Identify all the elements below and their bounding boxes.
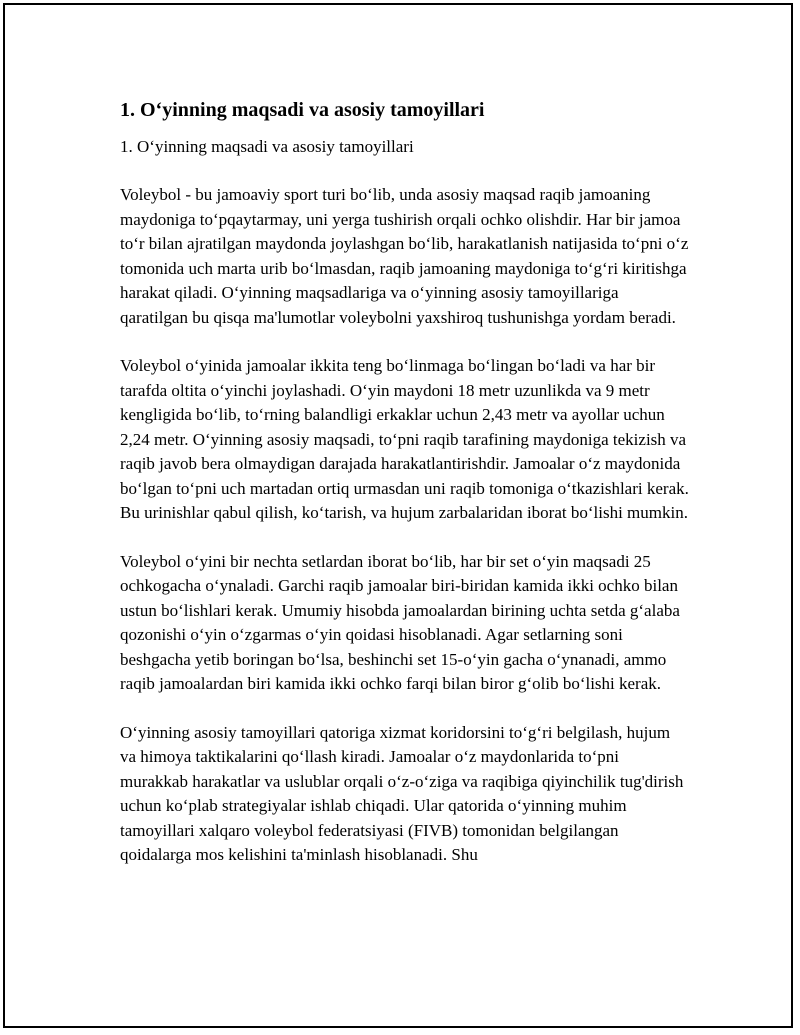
paragraph-3: Voleybol o‘yini bir nechta setlardan iborat bo‘lib, har bir set o‘yin maqsadi 25 ochkogacha o‘ynaladi. Garchi raqib jamoalar biri-biridan kamida ikki ochko bilan ustun bo‘lishlari kerak. Umumiy hisobda jamoalardan birining uchta setda g‘alaba qozonishi o‘yin o‘zgarmas o‘yin qoidasi hisoblanadi. Agar setlarning soni beshgacha yetib boringan bo‘lsa, beshinchi set 15-o‘yin gacha o‘ynanadi, ammo raqib jamoalardan biri kamida ikki ochko farqi bilan biror g‘olib bo‘lishi kerak. xyxy=(120,551,680,693)
page-frame xyxy=(3,3,793,1028)
paragraph-1: Voleybol - bu jamoaviy sport turi bo‘lib, unda asosiy maqsad raqib jamoaning maydoniga to‘pqaytarmay, uni yerga tushirish orqali ochko olishdir. Har bir jamoa to‘r bilan ajratilgan maydonda joylashgan bo‘lib, harakatlanish natijasida to‘pni o‘z tomonida uch marta urib bo‘lmasdan, raqib jamoaning maydoniga to‘g‘ri kiritishga harakat qiladi. O‘yinning maqsadlariga va o‘yinning asosiy tamoyillariga qaratilgan bu qisqa ma'lumotlar voleybolni yaxshiroq tushunishga yordam beradi. xyxy=(120,185,689,327)
paragraph-4: O‘yinning asosiy tamoyillari qatoriga xizmat koridorsini to‘g‘ri belgilash, hujum va himoya taktikalarini qo‘llash kiradi. Jamoalar o‘z maydonlarida to‘pni murakkab harakatlar va uslublar orqali o‘z-o‘ziga va raqibiga qiyinchilik tug'dirish uchun ko‘plab strategiyalar ishlab chiqadi. Ular qatorida o‘yinning muhim tamoyillari xalqaro voleybol federatsiyasi (FIVB) tomonidan belgilangan qoidalarga mos kelishini ta'minlash hisoblanadi. Shu xyxy=(120,722,684,864)
document-subtitle: 1. O‘yinning maqsadi va asosiy tamoyillari xyxy=(120,137,414,156)
document-title: 1. O‘yinning maqsadi va asosiy tamoyillari xyxy=(120,99,485,121)
paragraph-2: Voleybol o‘yinida jamoalar ikkita teng bo‘linmaga bo‘lingan bo‘ladi va har bir tarafda oltita o‘yinchi joylashadi. O‘yin maydoni 18 metr uzunlikda va 9 metr kengligida bo‘lib, to‘rning balandligi erkaklar uchun 2,43 metr va ayollar uchun 2,24 metr. O‘yinning asosiy maqsadi, to‘pni raqib tarafining maydoniga tekizish va raqib javob bera olmaydigan darajada harakatlantirishdir. Jamoalar o‘z maydonida bo‘lgan to‘pni uch martadan ortiq urmasdan uni raqib tomoniga o‘tkazishlari kerak. Bu urinishlar qabul qilish, ko‘tarish, va hujum zarbalaridan iborat bo‘lishi mumkin. xyxy=(120,356,689,522)
document-body xyxy=(120,97,690,892)
